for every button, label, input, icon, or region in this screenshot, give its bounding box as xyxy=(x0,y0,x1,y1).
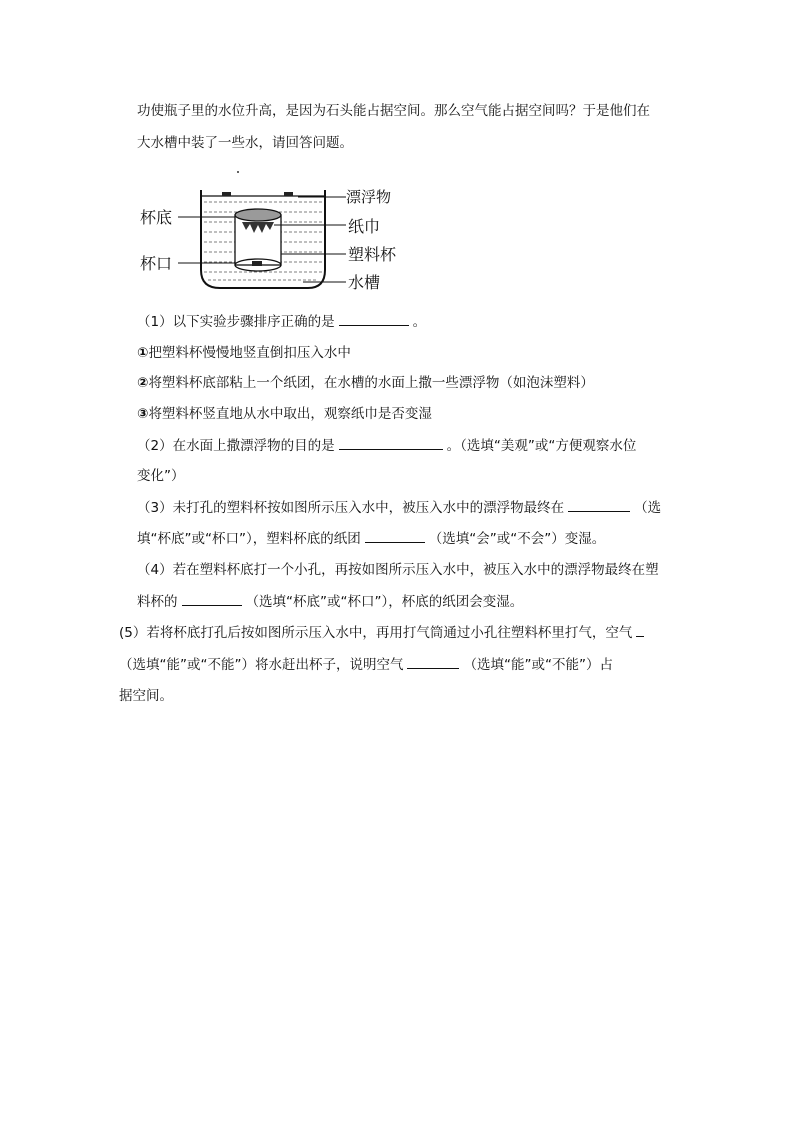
q3-answer-blank-2[interactable] xyxy=(365,530,425,543)
label-plastic-cup: 塑料杯 xyxy=(348,245,397,264)
q3-line-2 xyxy=(137,530,605,548)
q2-answer-blank[interactable] xyxy=(339,437,443,450)
q1-suffix: 。 xyxy=(412,314,427,330)
q5-line2-prefix: （选填“能”或“不能”）将水赶出杯子，说明空气 xyxy=(119,657,404,673)
q3-line2-suffix: （选填“会”或“不会”）变湿。 xyxy=(428,531,606,547)
q1-option-3-text: 将塑料杯竖直地从水中取出，观察纸巾是否变湿 xyxy=(148,406,432,422)
q1-option-2-mark: ② xyxy=(137,375,149,391)
q1-prefix: （1）以下实验步骤排序正确的是 xyxy=(137,314,335,330)
experiment-diagram xyxy=(138,170,418,300)
question-2 xyxy=(137,437,636,455)
question-4: （4）若在塑料杯底打一个小孔，再按如图所示压入水中，被压入水中的漂浮物最终在塑 xyxy=(137,562,659,578)
q2-line-2: 变化”） xyxy=(137,468,185,484)
q5-answer-blank-1[interactable] xyxy=(636,624,644,637)
q1-option-3 xyxy=(137,405,432,423)
floater-mark-2 xyxy=(284,192,293,196)
floater-in-cup xyxy=(252,261,262,266)
plastic-cup-shape xyxy=(235,209,281,271)
q4-line2-prefix: 料杯的 xyxy=(137,594,178,610)
label-floater: 漂浮物 xyxy=(346,188,392,206)
question-1 xyxy=(137,313,426,331)
q4-line2-suffix: （选填“杯底”或“杯口”），杯底的纸团会变湿。 xyxy=(245,594,524,610)
label-paper: 纸巾 xyxy=(348,217,381,236)
q5-line2-suffix: （选填“能”或“不能”）占 xyxy=(463,657,613,673)
q3-line2-prefix: 填“杯底”或“杯口”），塑料杯底的纸团 xyxy=(137,531,361,547)
q3-answer-blank-1[interactable] xyxy=(568,499,630,512)
intro-line-1: 功使瓶子里的水位升高，是因为石头能占据空间。那么空气能占据空间吗？于是他们在 xyxy=(137,103,650,119)
label-tank: 水槽 xyxy=(348,273,381,292)
q1-option-1-mark: ① xyxy=(137,345,149,361)
q1-option-3-mark: ③ xyxy=(137,406,149,422)
q1-answer-blank[interactable] xyxy=(339,313,409,326)
label-cup-bottom: 杯底 xyxy=(140,208,173,227)
question-5 xyxy=(119,624,648,642)
q1-option-2 xyxy=(137,374,594,392)
q5-line-2 xyxy=(119,656,613,674)
question-3 xyxy=(137,499,661,517)
floater-mark-1 xyxy=(222,192,231,196)
q3-prefix: （3）未打孔的塑料杯按如图所示压入水中，被压入水中的漂浮物最终在 xyxy=(137,500,565,516)
q3-suffix: （选 xyxy=(634,500,662,516)
q1-option-2-text: 将塑料杯底部粘上一个纸团，在水槽的水面上撒一些漂浮物（如泡沫塑料） xyxy=(148,375,594,391)
q2-prefix: （2）在水面上撒漂浮物的目的是 xyxy=(137,438,335,454)
intro-line-2: 大水槽中装了一些水，请回答问题。 xyxy=(137,135,353,151)
q4-line-2 xyxy=(137,593,523,611)
label-cup-mouth: 杯口 xyxy=(140,254,173,273)
q5-answer-blank-2[interactable] xyxy=(407,656,459,669)
stray-dot xyxy=(237,171,239,173)
q5-prefix: (5）若将杯底打孔后按如图所示压入水中，再用打气筒通过小孔往塑料杯里打气，空气 xyxy=(119,625,633,641)
q1-option-1 xyxy=(137,344,351,362)
q4-answer-blank[interactable] xyxy=(182,593,242,606)
q5-line-3: 据空间。 xyxy=(119,688,173,704)
q1-option-1-text: 把塑料杯慢慢地竖直倒扣压入水中 xyxy=(148,345,351,361)
q2-suffix: 。（选填“美观”或“方便观察水位 xyxy=(446,438,637,454)
